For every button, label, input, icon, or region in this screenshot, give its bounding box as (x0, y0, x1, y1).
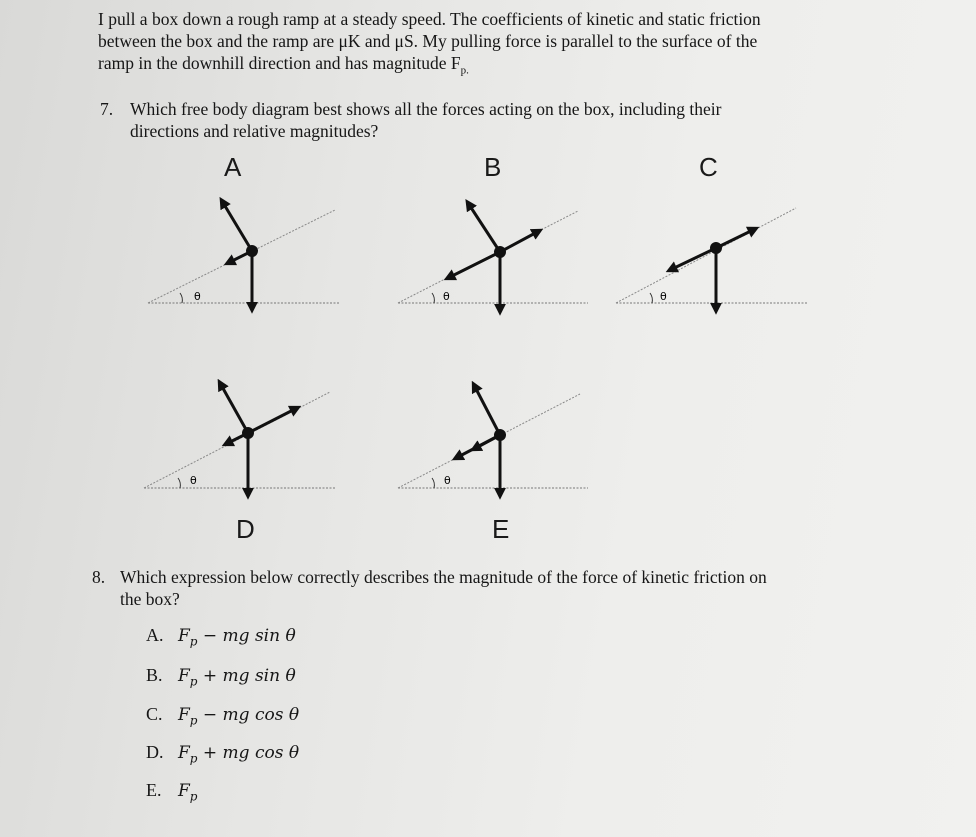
diagram-label-d: D (236, 514, 255, 544)
intro-line-1: I pull a box down a rough ramp at a steady speed. The coefficients of kinetic and static friction (98, 9, 761, 29)
theta-label: θ (660, 290, 667, 303)
answer-option-d[interactable]: D. $F_p$ + mg cos θ (146, 742, 300, 766)
question-7-number: 7. (100, 99, 114, 119)
intro-line-3: ramp in the downhill direction and has magnitude F (98, 53, 461, 73)
theta-label: θ (190, 474, 197, 487)
question-7 (100, 98, 840, 142)
box-dot (246, 245, 258, 257)
theta-label: θ (444, 474, 451, 487)
intro-line-2: between the box and the ramp are μK and μS. My pulling force is parallel to the surface of the (98, 31, 758, 51)
normal-arrow (220, 383, 248, 433)
box-dot (494, 429, 506, 441)
free-body-diagram-b[interactable] (392, 195, 592, 325)
question-8 (92, 566, 912, 610)
uphill-arrow (500, 231, 539, 252)
answer-option-c[interactable]: C. $F_p$ − mg cos θ (146, 704, 300, 728)
free-body-diagram-d[interactable] (140, 378, 340, 508)
diagram-label-c: C (699, 152, 718, 182)
intro-line-3-subscript: p. (460, 64, 469, 77)
downhill-arrow (448, 252, 500, 278)
answer-option-b[interactable]: B. $F_p$ + mg sin θ (146, 665, 296, 689)
uphill-arrow (248, 408, 297, 433)
diagram-label-a: A (224, 152, 242, 182)
diagram-label-b: B (484, 152, 502, 182)
theta-label: θ (194, 290, 201, 303)
normal-arrow (222, 201, 252, 251)
free-body-diagram-a[interactable] (140, 195, 350, 325)
normal-arrow (474, 385, 500, 435)
normal-arrow (468, 203, 500, 252)
free-body-diagram-e[interactable] (394, 378, 590, 508)
free-body-diagram-c[interactable] (612, 200, 812, 325)
box-dot (242, 427, 254, 439)
box-dot (494, 246, 506, 258)
answer-option-a[interactable]: A. $F_p$ − mg sin θ (146, 625, 296, 649)
theta-label: θ (443, 290, 450, 303)
question-8-line-2: the box? (120, 589, 180, 609)
answer-option-e[interactable]: E. $F_p$ (146, 780, 198, 804)
question-7-line-1: Which free body diagram best shows all the forces acting on the box, including their (130, 99, 722, 119)
downhill-arrow (670, 248, 716, 270)
problem-intro (98, 8, 878, 82)
uphill-arrow (716, 229, 755, 248)
question-7-line-2: directions and relative magnitudes? (130, 121, 379, 141)
diagram-label-e: E (492, 514, 510, 544)
box-dot (710, 242, 722, 254)
question-8-line-1: Which expression below correctly describes the magnitude of the force of kinetic friction on (120, 567, 767, 587)
question-8-number: 8. (92, 567, 106, 587)
